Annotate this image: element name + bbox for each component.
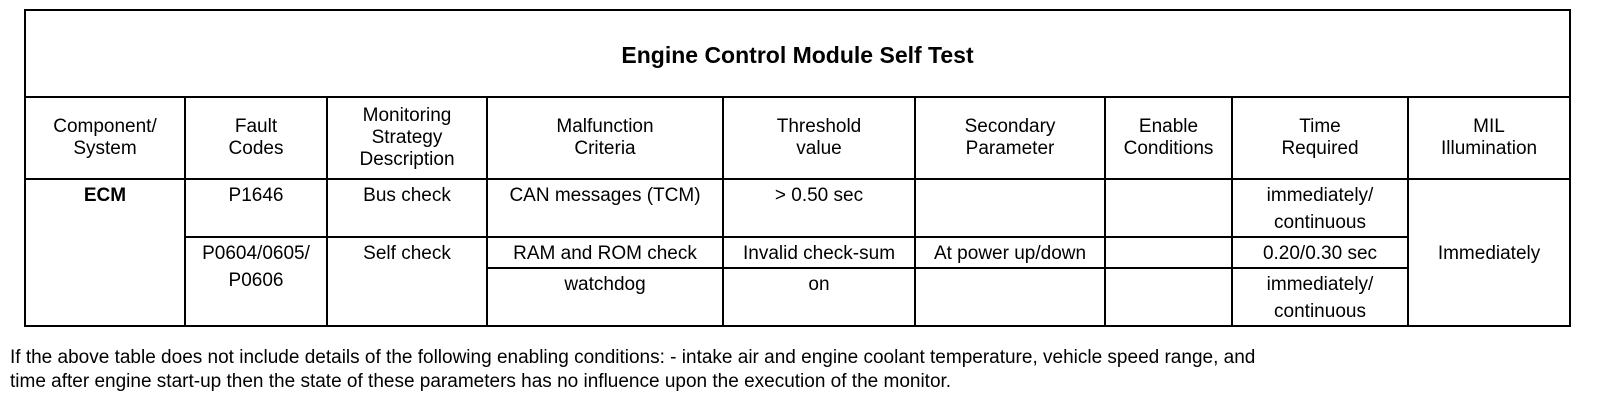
fault-codes-self: P0604/0605/ P0606: [185, 237, 327, 326]
self-test-table: [24, 9, 1571, 327]
footnote-line-1: If the above table does not include details of the following enabling conditions: - intake air and engine coolant temperature, vehicle speed range, and: [10, 347, 1256, 368]
monitoring-bus: Bus check: [327, 179, 487, 237]
header-time: Time Required: [1232, 97, 1408, 179]
secondary-ram: At power up/down: [915, 237, 1105, 268]
monitoring-self: Self check: [327, 237, 487, 326]
secondary-bus: [915, 179, 1105, 237]
malfunction-ram: RAM and ROM check: [487, 237, 723, 268]
mil-cell: Immediately: [1408, 179, 1570, 326]
header-row: [25, 97, 1570, 179]
table-row-bus-check: [25, 179, 1570, 237]
header-secondary: Secondary Parameter: [915, 97, 1105, 179]
malfunction-watchdog: watchdog: [487, 268, 723, 326]
header-malfunction: Malfunction Criteria: [487, 97, 723, 179]
time-bus: immediately/ continuous: [1232, 179, 1408, 237]
time-ram: 0.20/0.30 sec: [1232, 237, 1408, 268]
header-component: Component/ System: [25, 97, 185, 179]
header-threshold: Threshold value: [723, 97, 915, 179]
threshold-watchdog: on: [723, 268, 915, 326]
header-fault-codes: Fault Codes: [185, 97, 327, 179]
header-monitoring: Monitoring Strategy Description: [327, 97, 487, 179]
enable-ram: [1105, 237, 1232, 268]
footnote-line-2: time after engine start-up then the state of these parameters has no influence upon the execution of the monitor.: [10, 371, 952, 392]
header-mil: MIL Illumination: [1408, 97, 1570, 179]
time-watchdog: immediately/ continuous: [1232, 268, 1408, 326]
malfunction-bus: CAN messages (TCM): [487, 179, 723, 237]
footnote: [10, 346, 1590, 394]
enable-bus: [1105, 179, 1232, 237]
table-row-ram-rom: [25, 237, 1570, 268]
header-enable: Enable Conditions: [1105, 97, 1232, 179]
fault-codes-bus: P1646: [185, 179, 327, 237]
threshold-ram: Invalid check-sum: [723, 237, 915, 268]
threshold-bus: > 0.50 sec: [723, 179, 915, 237]
enable-watchdog: [1105, 268, 1232, 326]
secondary-watchdog: [915, 268, 1105, 326]
table-title: Engine Control Module Self Test: [25, 10, 1570, 97]
component-cell: ECM: [25, 179, 185, 326]
